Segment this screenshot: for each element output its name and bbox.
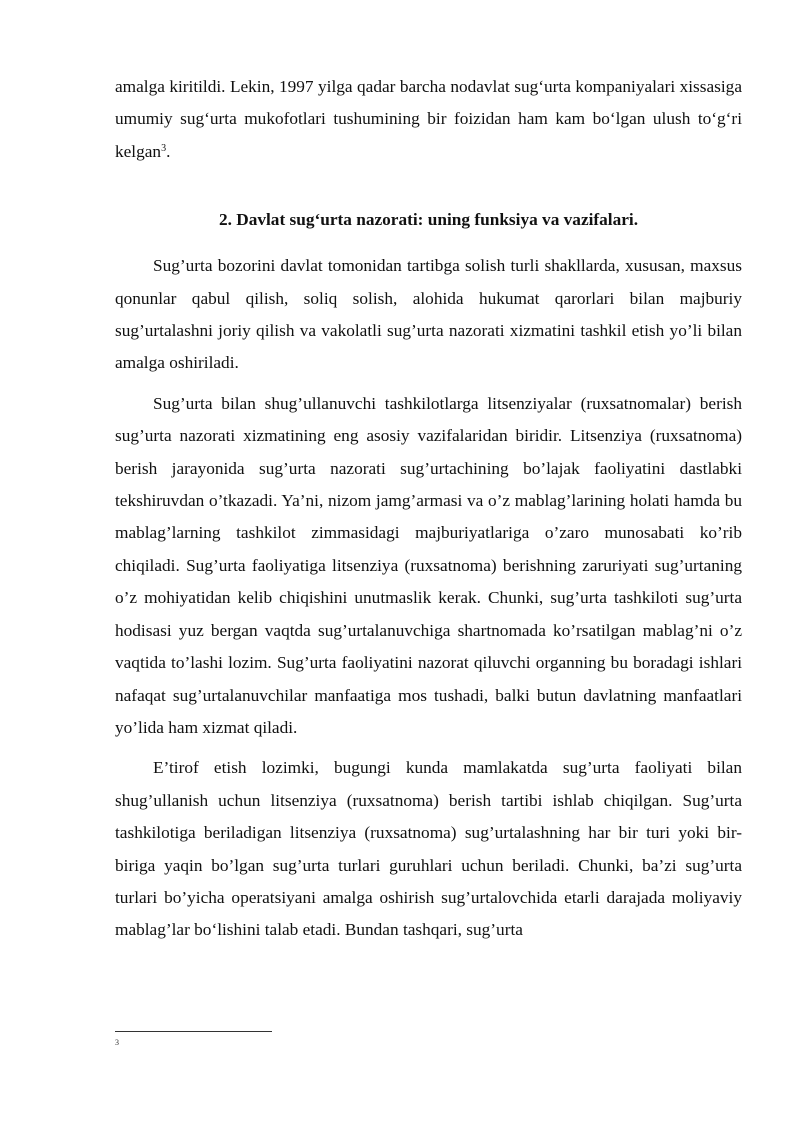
section-heading: 2. Davlat sug‘urta nazorati: uning funksiya va vazifalari. [218,210,639,230]
intro-end: . [166,141,171,161]
paragraph-licensing: Sug’urta bilan shug’ullanuvchi tashkilotlarga litsenziyalar (ruxsatnomalar) berish sug’urta nazorati xizmatining eng asosiy vazifalaridan biridir. Litsenziya (ruxsatnoma) berish jarayonida sug’urta nazorati sug’urtachining bo’lajak faoliyatini dastlabki tekshiruvdan o’tkazadi. Ya’ni, nizom jamg’armasi va o’z mablag’larining holati hamda bu mablag’larning tashkilot zimmasidagi majburiyatlariga o’zaro munosabati ko’rib chiqiladi. Sug’urta faoliyatiga litsenziya (ruxsatnoma) berishning zaruriyati sug’urtaning o’z mohiyatidan kelib chiqishini unutmaslik kerak. Chunki, sug’urta tashkiloti sug’urta hodisasi yuz bergan vaqtda sug’urtalanuvchiga shartnomada ko’rsatilgan mablag’ni o’z vaqtida to’lashi lozim. Sug’urta faoliyatini nazorat qiluvchi organning bu boradagi ishlari nafaqat sug’urtalanuvchilar manfaatiga mos tushadi, balki butun davlatning manfaatlari yo’lida ham xizmat qiladi. [115,393,742,737]
footnote-divider [115,1031,272,1032]
page-content [115,71,742,947]
footnote-marker: 3 [115,1038,119,1047]
paragraph-license-procedure: E’tirof etish lozimki, bugungi kunda mamlakatda sug’urta faoliyati bilan shug’ullanish uchun litsenziya (ruxsatnoma) berish tartibi ishlab chiqilgan. Sug’urta tashkilotiga beriladigan litsenziya (ruxsatnoma) sug’urtalashning har bir turi yoki bir-biriga yaqin bo’lgan sug’urta turlari guruhlari uchun beriladi. Chunki, ba’zi sug’urta turlari bo’yicha operatsiyani amalga oshirish sug’urtalovchida etarli darajada moliyaviy mablag’lar bo‘lishini talab etadi. Bundan tashqari, sug’urta [115,758,742,940]
intro-text: amalga kiritildi. Lekin, 1997 yilga qadar barcha nodavlat sug‘urta kompaniyalari xissasiga umumiy sug‘urta mukofotlari tushumining bir foizidan ham kam bo‘lgan ulush to‘g‘ri kelgan [115,77,742,161]
footnote-reference[interactable]: 3 [161,142,167,154]
paragraph-regulation: Sug’urta bozorini davlat tomonidan tartibga solish turli shakllarda, xususan, maxsus qonunlar qabul qilish, soliq solish, alohida hukumat qarorlari bilan majburiy sug’urtalashni joriy qilish va vakolatli sug’urta nazorati xizmatini tashkil etish yo’li bilan amalga oshiriladi. [115,256,742,373]
intro-paragraph [115,71,742,168]
